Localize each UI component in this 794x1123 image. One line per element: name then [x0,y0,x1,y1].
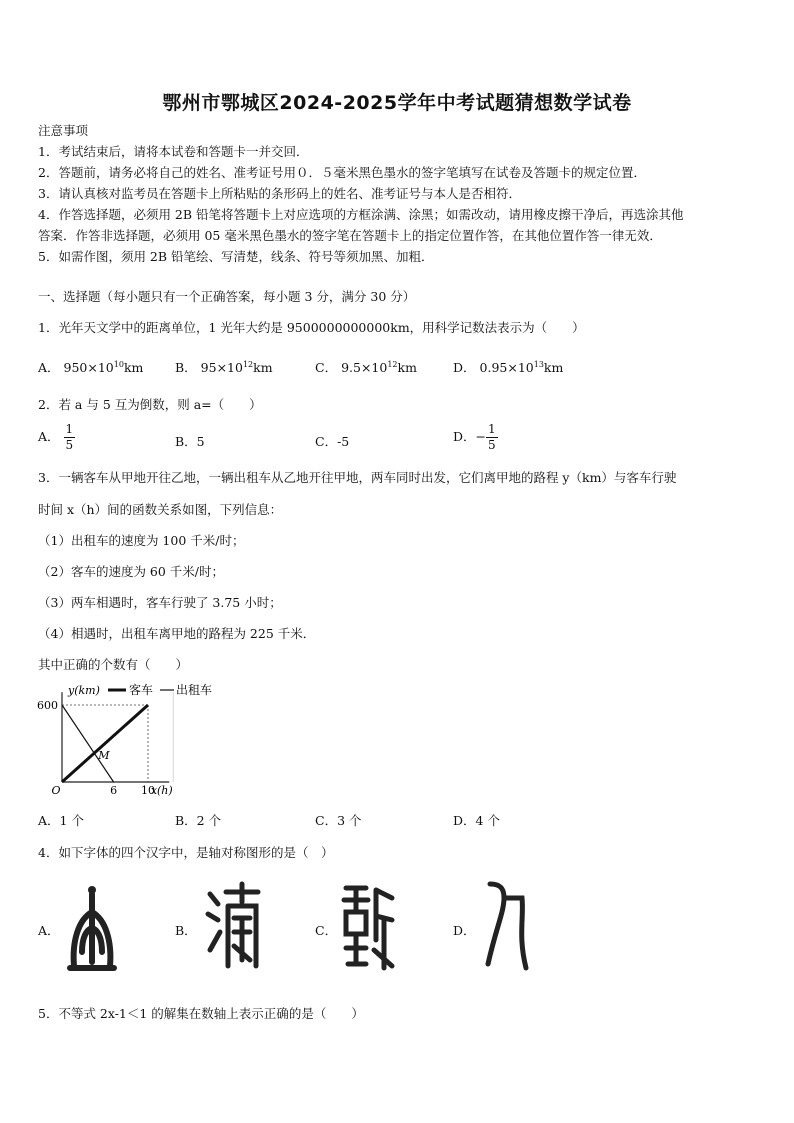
q2-option-d[interactable]: D．− $\frac{1}{5}$ [453,422,496,452]
q1-stem: 1．光年天文学中的距离单位，1 光年大约是 9500000000000km，用科学记数法表示为（ ） [38,320,585,335]
q4-option-c[interactable]: C． [315,923,338,938]
seal-character-d-image [482,878,532,976]
q1-option-c[interactable]: C． $9.5\times 10^{12}km$ [315,359,417,375]
origin-label: O [51,784,61,797]
y-axis-label: y(km) [68,684,100,697]
q2-option-b[interactable]: B．5 [175,434,205,449]
q3-statement-1: （1）出租车的速度为 100 千米/时； [38,533,245,548]
page-title: 鄂州市鄂城区2024-2025学年中考试题猜想数学试卷 [162,92,632,114]
point-label-m: M [98,749,110,763]
q3-question: 其中正确的个数有（ ） [38,657,189,672]
q3-stem-2: 时间 x（h）间的函数关系如图，下列信息： [38,502,283,517]
q4-option-d[interactable]: D． [453,923,476,938]
notice-item-3: 3．请认真核对监考员在答题卡上所粘贴的条形码上的姓名、准考证号与本人是否相符． [38,186,521,201]
section-heading: 一、选择题（每小题只有一个正确答案，每小题 3 分，满分 30 分） [38,289,416,304]
y-tick-label: 600 [37,699,58,713]
q3-option-c[interactable]: C．3 个 [315,813,362,828]
q1-option-a[interactable]: A． $950\times 10^{10}km$ [38,359,144,375]
x-tick-label: 6 [110,784,118,797]
q3-statement-4: （4）相遇时，出租车离甲地的路程为 225 千米． [38,626,316,641]
q2-option-a[interactable]: A． $\frac{1}{5}$ [38,422,74,452]
notice-heading: 注意事项 [38,123,89,138]
q3-option-a[interactable]: A．1 个 [38,813,84,828]
q1-option-d[interactable]: D． $0.95\times 10^{13}km$ [453,359,564,375]
notice-item-4: 4．作答选择题，必须用 2B 铅笔将答题卡上对应选项的方框涂满、涂黑；如需改动，请用橡皮擦干净后，再选涂其他 [38,207,684,222]
q3-statement-2: （2）客车的速度为 60 千米/时； [38,564,225,579]
notice-item-2: 2．答题前，请务必将自己的姓名、准考证号用０．５毫米黑色墨水的签字笔填写在试卷及答题卡的规定位置． [38,165,646,180]
distance-time-chart [34,682,234,802]
seal-character-b-image [204,880,262,976]
q1-option-b[interactable]: B． $95\times 10^{12}km$ [175,359,273,375]
seal-character-a-image [66,882,118,974]
q3-statement-3: （3）两车相遇时，客车行驶了 3.75 小时； [38,595,282,610]
x-axis-label: x(h) [150,784,173,797]
notice-item-1: 1．考试结束后，请将本试卷和答题卡一并交回． [38,144,309,159]
q3-stem-1: 3．一辆客车从甲地开往乙地，一辆出租车从乙地开往甲地，两车同时出发，它们离甲地的路程 y（km）与客车行驶 [38,470,677,485]
q5-stem: 5．不等式 2x-1＜1 的解集在数轴上表示正确的是（ ） [38,1006,364,1021]
q4-option-b[interactable]: B． [175,923,197,938]
fraction: $\frac{1}{5}$ [65,422,74,452]
q3-option-b[interactable]: B．2 个 [175,813,222,828]
q4-option-a[interactable]: A． [38,923,60,938]
q2-stem: 2．若 a 与 5 互为倒数，则 a=（ ） [38,397,262,412]
legend-label-bus: 客车 [129,683,154,697]
q2-option-c[interactable]: C．-5 [315,434,350,449]
notice-item-4-cont: 答案．作答非选择题，必须用 05 毫米黑色墨水的签字笔在答题卡上的指定位置作答，在其他位置作答一律无效． [38,228,662,243]
q3-option-d[interactable]: D．4 个 [453,813,500,828]
q4-stem: 4．如下字体的四个汉字中，是轴对称图形的是（ ） [38,845,334,860]
notice-item-5: 5．如需作图，须用 2B 铅笔绘、写清楚，线条、符号等须加黑、加粗． [38,249,434,264]
fraction: $\frac{1}{5}$ [488,422,496,452]
x-tick-label: 10 [141,784,155,797]
legend-label-taxi: 出租车 [176,683,213,697]
series-line-bus [62,705,148,782]
seal-character-c-image [340,880,396,976]
